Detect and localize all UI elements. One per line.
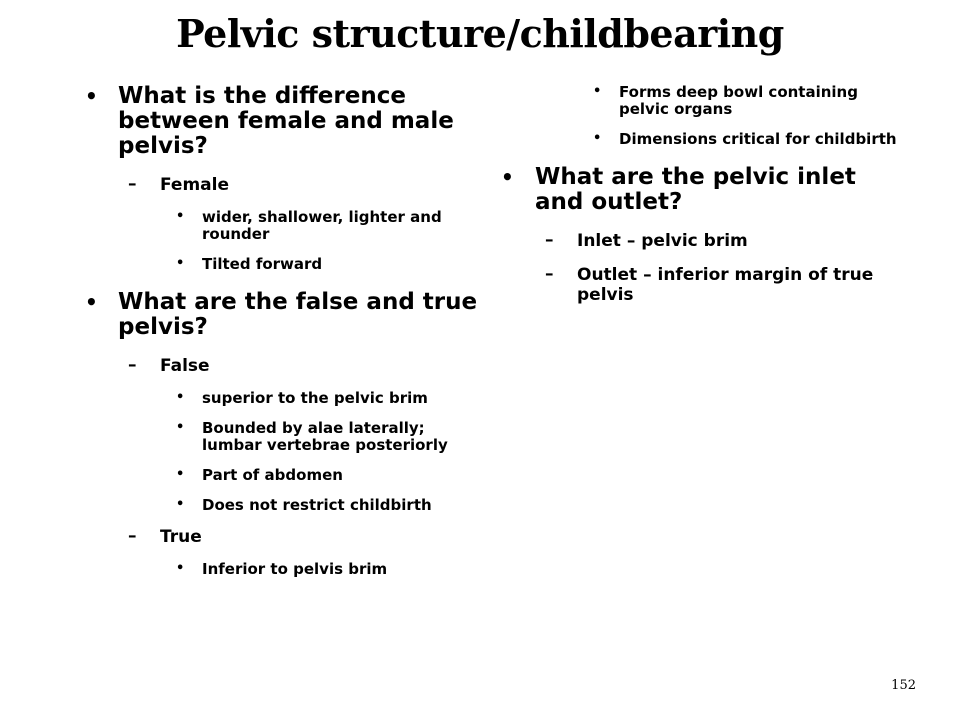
page-number: 152 — [891, 678, 916, 693]
list-item-text: Dimensions critical for childbirth — [619, 130, 897, 148]
bullet-icon: • — [85, 84, 98, 108]
left-column — [82, 84, 482, 591]
sub-item-true — [82, 527, 482, 547]
sub-item-outlet — [497, 265, 897, 305]
dash-icon: – — [128, 174, 137, 194]
bullet-icon: • — [176, 467, 185, 482]
question-text: What are the pelvic inlet and outlet? — [535, 164, 856, 215]
list-item-text: Inferior to pelvis brim — [202, 560, 388, 578]
sub-item-label: Outlet – inferior margin of true pelvis — [577, 265, 874, 305]
list-item — [82, 561, 482, 578]
list-item-text: Does not restrict childbirth — [202, 496, 432, 514]
dash-icon: – — [128, 526, 137, 546]
sub-item-female — [82, 175, 482, 195]
question-false-true-pelvis — [82, 290, 482, 340]
list-item — [82, 420, 482, 454]
slide-title: Pelvic structure/childbearing — [176, 11, 784, 56]
list-item-text: Part of abdomen — [202, 466, 343, 484]
sub-item-inlet — [497, 231, 897, 251]
question-text: What are the false and true pelvis? — [118, 289, 478, 340]
bullet-icon: • — [176, 420, 185, 435]
list-item — [82, 467, 482, 484]
question-inlet-outlet — [497, 165, 897, 215]
bullet-icon: • — [176, 256, 185, 271]
sub-item-label: Inlet – pelvic brim — [577, 231, 748, 251]
bullet-icon: • — [176, 497, 185, 512]
bullet-icon: • — [176, 561, 185, 576]
list-item — [82, 209, 482, 243]
bullet-icon: • — [85, 290, 98, 314]
question-text: What is the difference between female and male pelvis? — [118, 83, 454, 159]
dash-icon: – — [545, 264, 554, 284]
sub-item-false — [82, 356, 482, 376]
bullet-icon: • — [593, 84, 602, 99]
list-item — [82, 256, 482, 273]
dash-icon: – — [128, 355, 137, 375]
list-item — [82, 390, 482, 407]
dash-icon: – — [545, 230, 554, 250]
list-item — [497, 84, 897, 118]
bullet-icon: • — [176, 209, 185, 224]
list-item-text: Bounded by alae laterally; lumbar vertebrae posteriorly — [202, 419, 448, 454]
list-item-text: wider, shallower, lighter and rounder — [202, 208, 442, 243]
bullet-icon: • — [176, 390, 185, 405]
sub-item-label: Female — [160, 175, 229, 195]
bullet-icon: • — [593, 131, 602, 146]
sub-item-label: False — [160, 356, 210, 376]
bullet-icon: • — [501, 165, 514, 189]
question-pelvis-difference — [82, 84, 482, 159]
right-column — [497, 84, 897, 319]
list-item — [497, 131, 897, 148]
list-item — [82, 497, 482, 514]
list-item-text: Forms deep bowl containing pelvic organs — [619, 83, 858, 118]
sub-item-label: True — [160, 527, 202, 547]
list-item-text: superior to the pelvic brim — [202, 389, 428, 407]
list-item-text: Tilted forward — [202, 255, 323, 273]
